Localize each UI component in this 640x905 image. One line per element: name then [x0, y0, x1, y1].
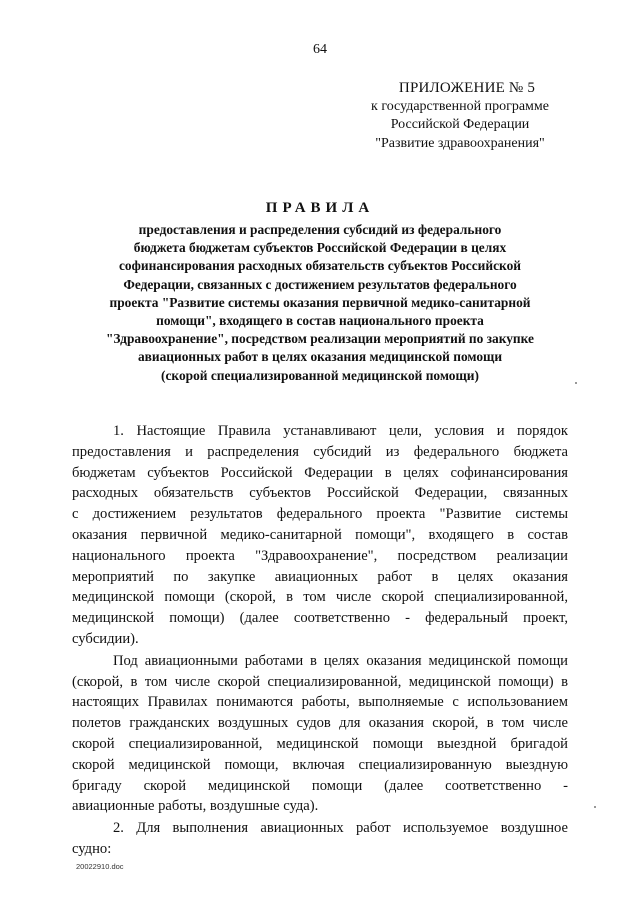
paragraph-line: (скорой, в том числе скорой специализированной, медицинской помощи) в — [72, 673, 568, 690]
paragraph-line: с достижением результатов федерального проекта "Развитие системы — [72, 506, 568, 523]
paragraph-line: 2. Для выполнения авиационных работ используемое воздушное — [113, 820, 568, 837]
paragraph-line: бригаду скорой медицинской помощи (далее соответственно - — [72, 777, 568, 794]
subtitle-line: "Здравоохранение", посредством реализации мероприятий по закупке — [106, 331, 534, 347]
subtitle-line: (скорой специализированной медицинской помощи) — [161, 367, 479, 383]
paragraph-line: судно: — [72, 840, 112, 857]
subtitle-line: авиационных работ в целях оказания медицинской помощи — [137, 349, 503, 365]
subtitle-line: проекта "Развитие системы оказания первичной медико-санитарной — [109, 294, 531, 310]
paragraph-line: субсидии). — [72, 630, 139, 647]
paragraph-line: расходных обязательств субъектов Российской Федерации, связанных — [72, 485, 568, 502]
paragraph-3 — [72, 818, 568, 860]
paragraph-2 — [72, 651, 568, 817]
scan-speck — [594, 806, 596, 808]
paragraph-line: национального проекта "Здравоохранение", посредством реализации — [72, 547, 568, 564]
paragraph-line: полетов гражданских воздушных судов для оказания скорой, в том числе — [72, 715, 568, 732]
subtitle-line: Федерации, связанных с достижением результатов федерального — [123, 276, 517, 292]
annex-line: "Развитие здравоохранения" — [375, 135, 545, 151]
paragraph-line: скорой специализированной, медицинской помощи выездной бригадой — [72, 735, 568, 752]
annex-heading — [340, 79, 580, 153]
paragraph-line: оказания первичной медико-санитарной помощи", входящего в состав — [72, 526, 568, 543]
paragraph-line: медицинской помощи) (далее соответственно - федеральный проект, — [72, 610, 568, 627]
annex-line: Российской Федерации — [390, 117, 530, 132]
subtitle-line: бюджета бюджетам субъектов Российской Федерации в целях — [133, 240, 507, 256]
paragraph-line: настоящих Правилах понимаются работы, выполняемые с использованием — [72, 694, 568, 711]
page-number: 64 — [313, 42, 327, 57]
paragraph-line: мероприятий по закупке авиационных работ в целях оказания — [72, 568, 568, 585]
annex-line: к государственной программе — [371, 98, 549, 114]
paragraph-line: бюджетам субъектов Российской Федерации в целях софинансирования — [72, 464, 568, 481]
paragraph-line: скорой медицинской помощи, включая специализированную выездную — [72, 756, 568, 773]
subtitle-line: предоставления и распределения субсидий из федерального — [138, 222, 502, 237]
file-name-footer: 20022910.doc — [76, 862, 124, 871]
document-subtitle — [80, 221, 560, 385]
subtitle-line: софинансирования расходных обязательств субъектов Российской — [118, 258, 521, 274]
subtitle-line: помощи", входящего в состав национального проекта — [156, 313, 484, 329]
document-body — [72, 421, 568, 860]
paragraph-line: 1. Настоящие Правила устанавливают цели, условия и порядок — [113, 423, 568, 439]
paragraph-line: предоставления и распределения субсидий из федерального бюджета — [72, 443, 568, 460]
document-title: ПРАВИЛА — [265, 200, 375, 216]
paragraph-line: Под авиационными работами в целях оказания медицинской помощи — [113, 652, 568, 669]
annex-title: ПРИЛОЖЕНИЕ № 5 — [398, 80, 536, 96]
paragraph-1 — [72, 421, 568, 650]
paragraph-line: медицинской помощи (скорой, в том числе скорой специализированной, — [72, 589, 568, 606]
paragraph-line: авиационные работы, воздушные суда). — [72, 798, 319, 815]
scan-speck — [575, 382, 577, 384]
